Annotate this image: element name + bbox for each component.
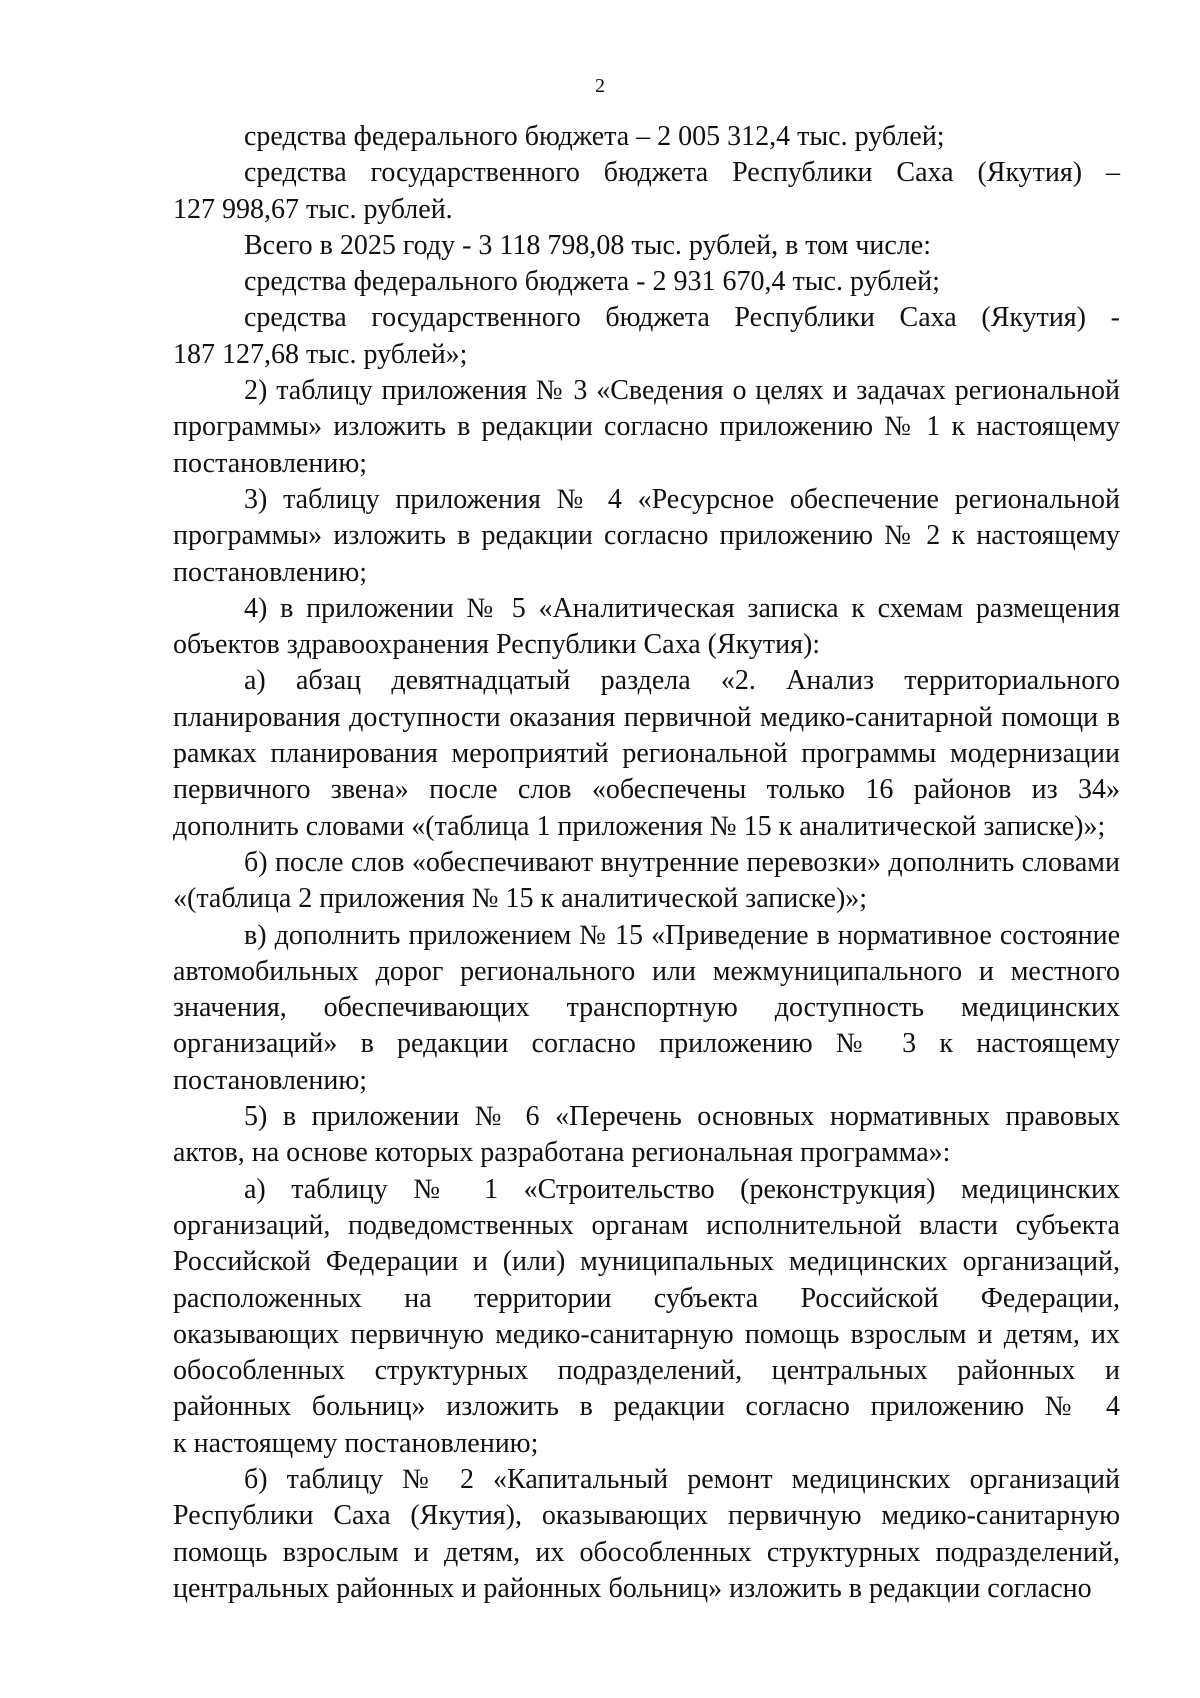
paragraph-item-5b	[173, 1462, 1120, 1607]
text-line: первичного звена» после слов «обеспечены только 16 районов из 34»	[173, 774, 1120, 806]
text-line: расположенных на территории субъекта Российской Федерации,	[173, 1282, 1120, 1314]
text-line: 127 998,67 тыс. рублей.	[173, 193, 453, 225]
text-line: актов, на основе которых разработана региональная программа»:	[173, 1137, 951, 1169]
text-line: районных больниц» изложить в редакции согласно приложению № 4	[173, 1391, 1120, 1423]
text-line: программы» изложить в редакции согласно приложению № 1 к настоящему	[173, 411, 1120, 443]
text-line: б) после слов «обеспечивают внутренние перевозки» дополнить словами	[244, 846, 1120, 878]
text-line: 5) в приложении № 6 «Перечень основных нормативных правовых	[244, 1101, 1120, 1133]
text-line: средства федерального бюджета – 2 005 312,4 тыс. рублей;	[244, 121, 945, 152]
text-line: значения, обеспечивающих транспортную доступность медицинских	[173, 992, 1120, 1024]
page-number: 2	[595, 75, 605, 97]
paragraph-republic-budget-2025	[173, 300, 1120, 373]
text-line: «(таблица 2 приложения № 15 к аналитической записке)»;	[173, 883, 868, 915]
paragraph-item-5	[173, 1099, 1120, 1172]
text-line: оказывающих первичную медико-санитарную помощь взрослым и детям, их	[173, 1318, 1120, 1350]
paragraph-federal-budget-2025	[173, 264, 1120, 300]
paragraph-item-4	[173, 591, 1120, 664]
text-line: к настоящему постановлению;	[173, 1427, 539, 1459]
paragraph-item-4c	[173, 918, 1120, 1099]
text-line: Всего в 2025 году - 3 118 798,08 тыс. рублей, в том числе:	[244, 229, 932, 261]
text-line: дополнить словами «(таблица 1 приложения № 15 к аналитической записке)»;	[173, 810, 1106, 842]
text-line: 2) таблицу приложения № 3 «Сведения о целях и задачах региональной	[244, 375, 1120, 407]
text-line: автомобильных дорог регионального или межмуниципального и местного	[173, 955, 1120, 987]
paragraph-item-2	[173, 373, 1120, 482]
text-line: организаций» в редакции согласно приложению № 3 к настоящему	[173, 1028, 1120, 1060]
text-line: 4) в приложении № 5 «Аналитическая записка к схемам размещения	[244, 592, 1120, 624]
paragraph-republic-budget-2024	[173, 155, 1120, 228]
text-line: Республики Саха (Якутия), оказывающих первичную медико-санитарную	[173, 1500, 1120, 1532]
text-line: организаций, подведомственных органам исполнительной власти субъекта	[173, 1209, 1120, 1241]
paragraph-item-5a	[173, 1172, 1120, 1462]
text-line: а) таблицу № 1 «Строительство (реконструкция) медицинских	[244, 1173, 1120, 1205]
paragraph-federal-budget-2024	[173, 119, 1120, 155]
text-line: 187 127,68 тыс. рублей»;	[173, 338, 468, 370]
text-line: Российской Федерации и (или) муниципальных медицинских организаций,	[173, 1246, 1120, 1278]
text-line: программы» изложить в редакции согласно приложению № 2 к настоящему	[173, 520, 1120, 552]
text-line: 3) таблицу приложения № 4 «Ресурсное обеспечение региональной	[244, 483, 1120, 515]
paragraph-total-2025	[173, 228, 1120, 264]
text-line: а) абзац девятнадцатый раздела «2. Анализ территориального	[244, 665, 1120, 697]
paragraph-item-3	[173, 482, 1120, 591]
text-line: средства федерального бюджета - 2 931 670,4 тыс. рублей;	[244, 266, 940, 298]
text-line: средства государственного бюджета Республики Саха (Якутия) -	[244, 302, 1120, 334]
document-body	[173, 119, 1120, 1607]
text-line: центральных районных и районных больниц» изложить в редакции согласно	[173, 1572, 1092, 1604]
paragraph-item-4a	[173, 663, 1120, 844]
text-line: помощь взрослым и детям, их обособленных структурных подразделений,	[173, 1536, 1120, 1568]
text-line: планирования доступности оказания первичной медико-санитарной помощи в	[173, 701, 1120, 733]
paragraph-item-4b	[173, 845, 1120, 918]
text-line: рамках планирования мероприятий региональной программы модернизации	[173, 738, 1120, 770]
text-line: в) дополнить приложением № 15 «Приведение в нормативное состояние	[244, 919, 1120, 951]
text-line: постановлению;	[173, 556, 368, 588]
text-line: средства государственного бюджета Республики Саха (Якутия) –	[244, 157, 1120, 189]
text-line: б) таблицу № 2 «Капитальный ремонт медицинских организаций	[244, 1463, 1120, 1495]
text-line: постановлению;	[173, 447, 368, 479]
text-line: постановлению;	[173, 1064, 368, 1096]
text-line: объектов здравоохранения Республики Саха (Якутия):	[173, 629, 821, 661]
text-line: обособленных структурных подразделений, центральных районных и	[173, 1355, 1120, 1387]
